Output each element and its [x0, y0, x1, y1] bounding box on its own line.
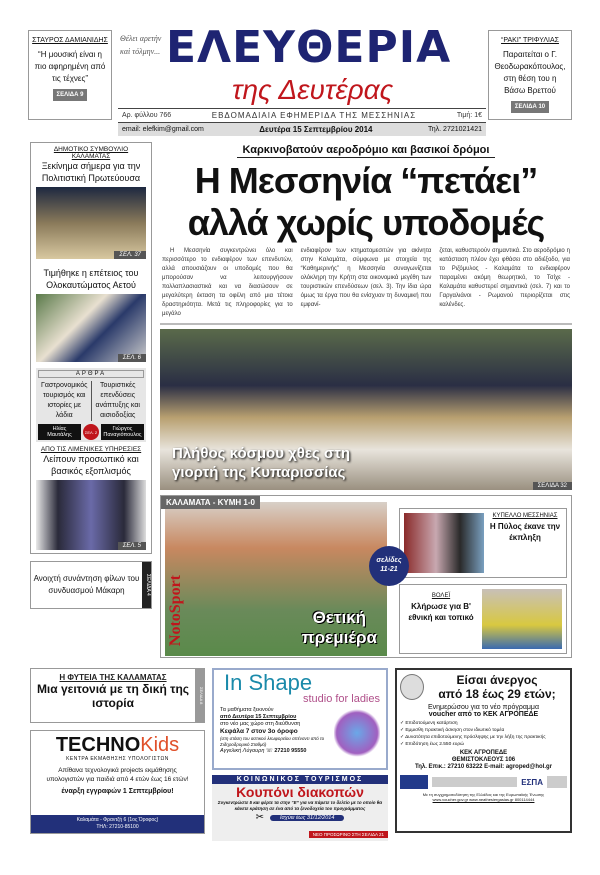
sports-photo[interactable]: [165, 498, 387, 656]
page-ref: ΣΕΛΙΔΑ 9: [53, 89, 88, 101]
ad-links[interactable]: www.voucher.gov.gr www.neathesiergasias.gr 800114444: [432, 797, 535, 802]
kicker: ΔΗΜΟΤΙΚΟ ΣΥΜΒΟΥΛΙΟ ΚΑΛΑΜΑΤΑΣ: [53, 146, 129, 160]
teaser-text: “Η μουσική είναι η πιο αφηρημένη από τις τέχνες”: [34, 50, 106, 83]
articles-label: ΑΡΘΡΑ: [38, 370, 144, 378]
story-photo: [36, 187, 146, 259]
ad-footer: Καλαμάτα - Φραντζή 6 (1ος Όροφος) ΤΗΛ: 27210-85100: [31, 815, 204, 833]
page-ref: ΣΕΛ. 37: [114, 251, 146, 259]
teaser-kicker: ΣΤΑΥΡΟΣ ΔΑΜΙΑΝΙΔΗΣ: [32, 37, 108, 44]
dancer-illustration: [334, 708, 380, 758]
newspaper-logo: ΕΛΕΥΘΕΡΙΑ: [166, 22, 452, 73]
technokids-ad[interactable]: [30, 730, 205, 834]
page-ref: ΣΕΛΙΔΑ 10: [511, 101, 549, 113]
teaser-text: Παραιτείται ο Γ. Θεοδωρακόπουλος, στη θέση του η Βάσω Βρεττού: [494, 50, 566, 95]
page-ref: ΣΕΛ. 6: [118, 354, 146, 362]
lead-story[interactable]: [160, 140, 572, 244]
ad-text: Ενημερώσου για το νέο πρόγραμμα: [427, 704, 539, 711]
left-story-3[interactable]: [36, 446, 146, 550]
left-story-1[interactable]: [36, 146, 146, 259]
story-title: Ανοιχτή συνάντηση φίλων του συνδυασμού Μάκαρη: [33, 574, 140, 595]
ad-subtitle: ΚΕΝΤΡΑ ΕΚΜΑΘΗΣΗΣ ΥΠΟΛΟΓΙΣΤΩΝ: [66, 756, 169, 762]
page-ref: ΣΕΛΙΔΑ 4: [142, 562, 151, 608]
masthead-left-teaser[interactable]: [28, 30, 112, 120]
inshape-logo: In Shape: [224, 670, 313, 695]
article-title: Γαστρονομικός τουρισμός και ιστορίες με λάδια: [38, 381, 92, 421]
list-item: ✓ Δυνατότητα επιδοτούμενης πρόσληψης με την λήξη της πρακτικής: [400, 735, 546, 740]
story-photo: [404, 513, 484, 573]
benefits-list: [400, 720, 567, 748]
tagline: ΕΒΔΟΜΑΔΙΑΙΑ ΕΦΗΜΕΡΙΔΑ ΤΗΣ ΜΕΣΣΗΝΙΑΣ: [211, 111, 417, 120]
coupon-text: Συγκεντρώστε 5 και φέρτε τα στην “Ε” για να πάρετε το δελτίο με το οποίο θα κάνετε κράτηση σε ένα από τα ξενοδοχεία του προγράμματος: [217, 800, 383, 811]
left-column-wrapper: [30, 142, 152, 609]
list-item: ✓ Εμμισθη πρακτική άσκηση στον ιδιωτικό τομέα: [400, 728, 505, 733]
kicker: ΒΟΛΕΪ: [431, 593, 451, 599]
photo-caption: Πλήθος κόσμου χθες στη γιορτή της Κυπαρισσίας: [172, 445, 351, 481]
volley-story[interactable]: [399, 584, 567, 654]
ad-headline: Είσαι άνεργος από 18 έως 29 ετών;: [438, 673, 556, 701]
phone: Τηλ. 2721021421: [428, 126, 482, 133]
story-title: Κλήρωσε για Β' εθνική και τοπικό: [408, 602, 474, 622]
left-story-2[interactable]: [36, 267, 146, 362]
email[interactable]: email: elefkim@gmail.com: [122, 126, 204, 133]
match-label: ΚΑΛΑΜΑΤΑ - ΚΥΜΗ 1-0: [161, 496, 260, 509]
body-column: ζεται, καθυστερούν σημαντικά. Στο αεροδρόμιο η κατάσταση πλέον έχει φθάσει στο αδιέξοδο, για το Ριζόμυλος - Καλαμάτα το ενδιαφέρον παραμένει ακόμη θεωρητικό, το Τσίχε - Καλαμάτα καθυστερεί σημαντικά (σελ. 7) και το Γαργαλιάνοι - Ρωμανού περιορίζεται στις καλένδες.: [439, 248, 571, 308]
lead-photo[interactable]: [160, 329, 572, 490]
notosport-logo: NotoSport: [167, 574, 184, 646]
story-title: Μια γειτονιά με τη δική της ιστορία: [36, 682, 190, 710]
inshape-subtitle: studio for ladies: [302, 693, 380, 705]
story-title: Τιμήθηκε η επέτειος του Ολοκαυτώματος Αετού: [43, 268, 139, 290]
page-ref: ΣΕΛ. 5: [118, 542, 146, 550]
cup-story[interactable]: [399, 508, 567, 578]
fyteia-story[interactable]: [30, 668, 205, 723]
coupon-title: Κουπόνι διακοπών: [236, 784, 364, 800]
kicker: ΑΠΟ ΤΙΣ ΛΙΜΕΝΙΚΕΣ ΥΠΗΡΕΣΙΕΣ: [40, 446, 142, 453]
issue-number: Αρ. φύλλου 766: [122, 112, 172, 119]
masthead-right-teaser[interactable]: [488, 30, 572, 120]
coin-logo-icon: [400, 674, 424, 700]
story-title: Λείπουν προσωπικό και βασικός εξοπλισμός: [43, 454, 139, 476]
newspaper-subtitle: της Δευτέρας: [232, 74, 394, 105]
price: Τιμή: 1€: [456, 112, 482, 119]
teaser-kicker: “ΡΑΚΙ” ΤΡΙΦΥΛΙΑΣ: [501, 37, 559, 44]
page-ref: ΣΕΛΙΔΑ 8: [195, 669, 204, 722]
info-bar: [118, 108, 486, 123]
story-photo: [36, 480, 146, 550]
story-title: Ξεκίνημα σήμερα για την Πολιτιστική Πρωτεύουσα: [41, 161, 141, 183]
motto: Θέλει αρετὴν καὶ τόλμην...: [120, 34, 162, 56]
list-item: ✓ Επιδότηση έως 2.550 ευρώ: [400, 742, 464, 747]
story-title: Η Πύλος έκανε την έκπληξη: [489, 522, 561, 542]
lead-headline: Η Μεσσηνία “πετάει”: [194, 160, 538, 201]
technokids-logo: TECHNOKids: [55, 734, 180, 756]
inshape-ad[interactable]: In Shape studio for ladies Τα μαθήματα ξεκινούν από Δευτέρα 15 Σεπτεμβρίου στο νέο μας χώρο στη διεύθυνση Κεφάλα 7 στον 3ο όροφο (στη στάση του αστικού λεωφορείου απέναντι από το Σιδηροδρομικό Σταθμό) Αγγελική Λύγουρη ☏ 27210 95550: [212, 668, 388, 770]
sports-section: [160, 495, 572, 658]
pages-badge: σελίδες 11-21: [369, 546, 409, 586]
body-column: ενδιαφέρον των κτηματομεσιτών για ακίνητα στην Καλαμάτα, σύμφωνα με στοιχεία της “Καθημερινής” η Μεσσηνία συναγωνίζεται ολόκληρη την Κρήτη στα οικονομικά μεγέθη των τουριστικών επενδύσεων (σελ. 3). Την ίδια ώρα όμως τα έργα που θα ενίσχυαν τη δυναμική που εμφανί-: [300, 248, 432, 308]
issue-date: Δευτέρα 15 Σεπτεμβρίου 2014: [259, 125, 373, 134]
author: Γιώργος Παναγιόπουλος: [101, 424, 144, 440]
ad-footer: Με τη συγχρηματοδότηση της Ελλάδας και της Ευρωπαϊκής Ένωσης: [422, 792, 545, 797]
body-column: Η Μεσσηνία συγκεντρώνει όλο και περισσότερο το ενδιαφέρον των επενδυτών, αλλά απουσιάζουν οι υποδομές που θα μπορούσαν να λειτουργήσουν πολλαπλασιαστικά και να διασώσουν σε μεγαλύτερη έκταση τα οφέλη από μια τέτοια δραστηριότητα. Μετά τις πληροφορίες για το μεγάλο: [162, 248, 293, 317]
kicker: ΚΥΠΕΛΛΟ ΜΕΣΣΗΝΙΑΣ: [492, 513, 558, 519]
story-photo: [482, 589, 562, 649]
sponsor-logos: [400, 774, 567, 790]
eu-flag-icon: [400, 775, 428, 789]
kicker: Η ΦΥΤΕΙΑ ΤΗΣ ΚΑΛΑΜΑΤΑΣ: [59, 673, 167, 682]
left-column: [30, 142, 152, 554]
ad-text: voucher από το ΚΕΚ ΑΓΡΟΠΕΔΕ: [428, 711, 539, 718]
coupon-valid: Ισχύει έως 31/12/2014: [270, 815, 344, 821]
articles-box[interactable]: [36, 368, 146, 442]
list-item: ✓ Επιδοτούμενη κατάρτιση: [400, 721, 458, 726]
left-story-4[interactable]: [30, 561, 152, 609]
kek-ad[interactable]: Είσαι άνεργος από 18 έως 29 ετών; Ενημερώσου για το νέο πρόγραμμα voucher από το ΚΕΚ ΑΓΡΟΠΕΔΕ ✓ Επιδοτούμενη κατάρτιση ✓ Εμμισθη πρακτική άσκηση στον ιδιωτικό τομέα ✓ Δυνατότητα επιδοτούμενης πρόσληψης με την λήξη της πρακτικής ✓ Επιδότηση έως 2.550 ευρώ ΚΕΚ ΑΓΡΟΠΕΔΕ ΘΕΜΙΣΤΟΚΛΕΟΥΣ 106 Τηλ. Επικ.: 27210 63222 E-mail: agroped@hol.gr ΕΣΠΑ Με τη συγχρηματοδότηση της Ελλάδας και της Ευρωπαϊκής Ένωσης www.voucher.gov.gr www.neathesiergasias.gr 800114444: [395, 668, 572, 833]
page-ref-badge: ΣΕΛ. 2: [83, 424, 99, 440]
page-ref: ΝΕΟ ΠΡΟΣΩΡΙΝΟ ΣΤΗ ΣΕΛΙΔΑ 21: [309, 831, 388, 838]
ad-text: Απίθανα τεχνολογικά projects εκμάθησης υπολογιστών για παιδιά από 4 ετών έως 16 ετών!: [46, 767, 189, 783]
lead-kicker: Καρκινοβατούν αεροδρόμιο και βασικοί δρόμοι: [237, 143, 496, 158]
coupon-header: ΚΟΙΝΩΝΙΚΟΣ ΤΟΥΡΙΣΜΟΣ: [212, 775, 388, 784]
author: Ηλίας Μαυτάλης: [38, 424, 81, 440]
lead-headline: αλλά χωρίς υποδομές: [187, 202, 545, 243]
scissors-icon: ✂: [255, 812, 264, 823]
ministry-logo: [432, 777, 517, 787]
lead-body: [160, 244, 572, 325]
lead-wrapper: [160, 140, 572, 490]
coupon-ad[interactable]: [212, 775, 388, 841]
espa-logo: ΕΣΠΑ: [521, 777, 543, 787]
page-ref: ΣΕΛΙΔΑ 32: [533, 482, 572, 490]
article-title: Τουριστικές επενδύσεις ανάπτυξης και αισιοδοξίας: [95, 382, 140, 419]
date-bar: [118, 123, 486, 136]
story-photo: [36, 294, 146, 362]
ad-cta: έναρξη εγγραφών 1 Σεπτεμβρίου!: [61, 788, 174, 795]
eye-logo: [547, 776, 567, 788]
sports-headline: Θετική πρεμιέρα: [301, 608, 377, 647]
